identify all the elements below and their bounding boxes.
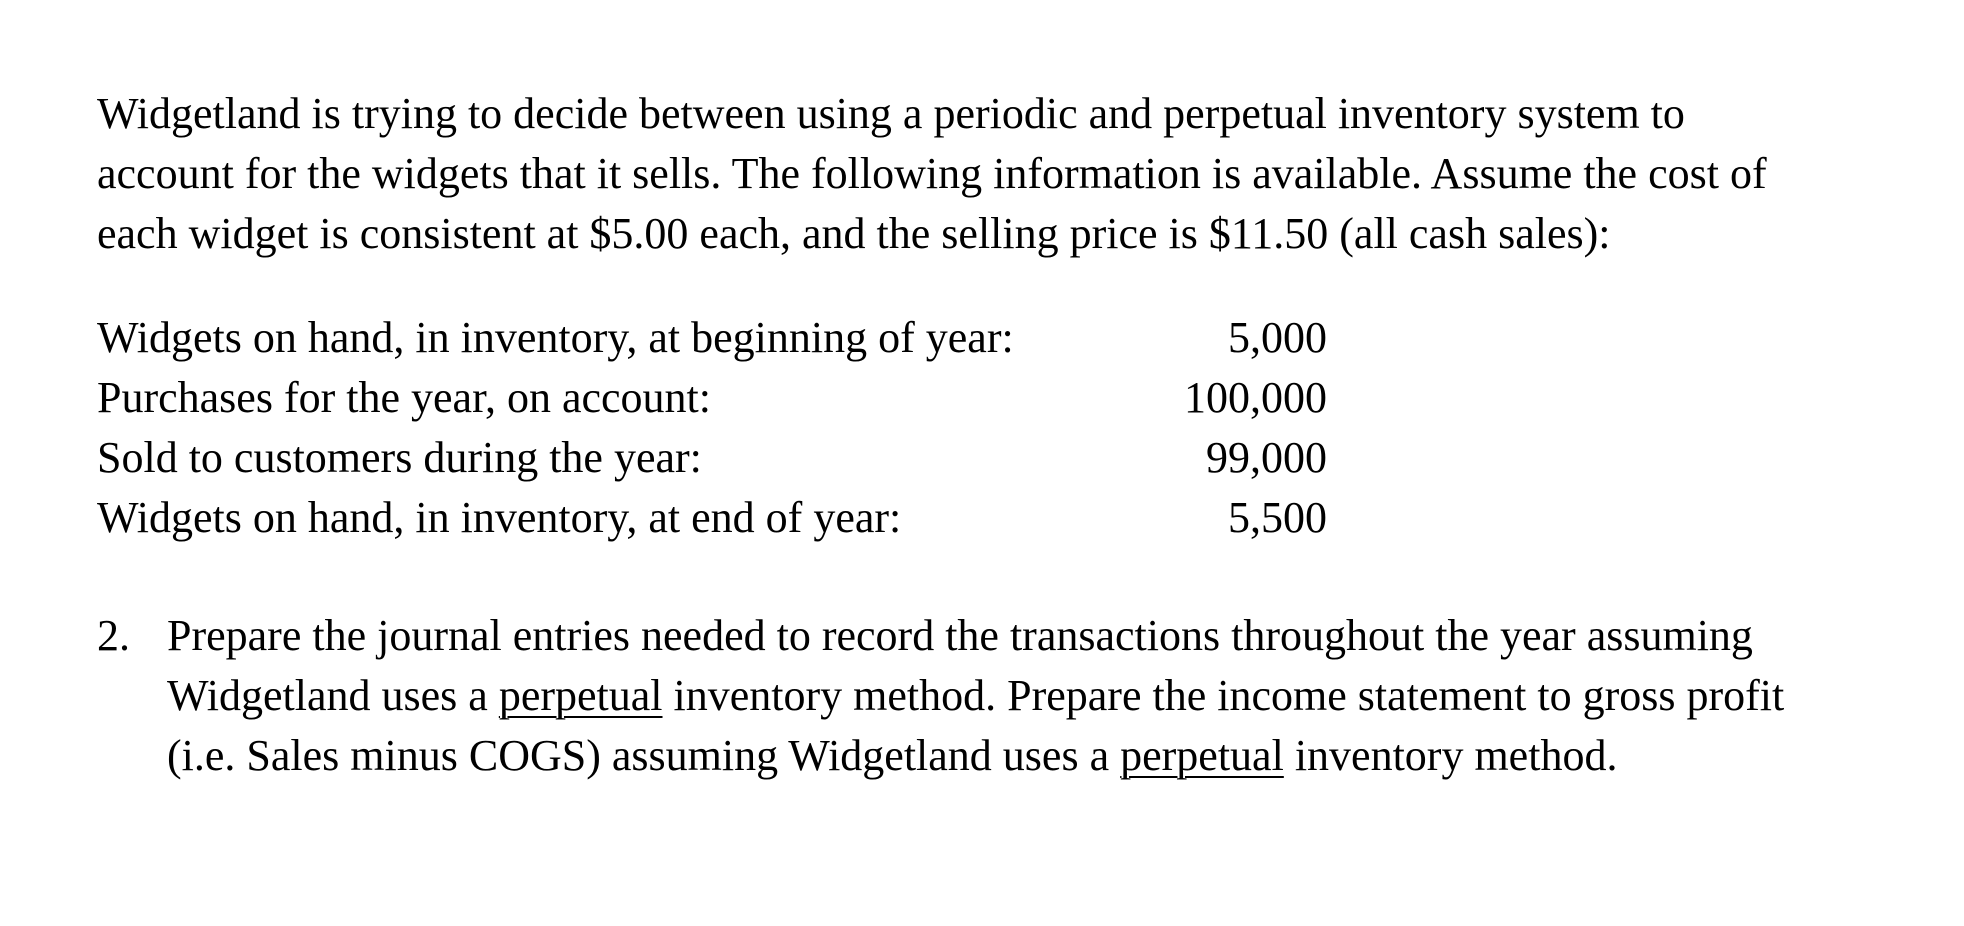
question-number: 2. (97, 611, 130, 660)
question-text (167, 606, 1927, 786)
question-line-2 (167, 666, 1927, 726)
row-label: Widgets on hand, in inventory, at beginning of year: (97, 313, 1014, 362)
intro-line: account for the widgets that it sells. The following information is available. Assume the cost of (97, 149, 1767, 198)
table-row (97, 488, 1327, 548)
intro-paragraph (97, 84, 1897, 264)
underlined-term: perpetual (498, 671, 663, 720)
row-label: Widgets on hand, in inventory, at end of year: (97, 493, 902, 542)
text-segment: inventory method. (1283, 731, 1618, 780)
row-value: 5,000 (1228, 313, 1327, 362)
table-row (97, 368, 1327, 428)
row-label: Purchases for the year, on account: (97, 373, 712, 422)
question-line-3 (167, 726, 1927, 786)
row-value: 100,000 (1184, 373, 1327, 422)
underlined-term: perpetual (1120, 731, 1284, 780)
intro-line: each widget is consistent at $5.00 each, and the selling price is $11.50 (all cash sales): (97, 209, 1611, 258)
text-segment: Widgetland uses a (167, 671, 499, 720)
row-value: 99,000 (1206, 433, 1327, 482)
table-row (97, 308, 1327, 368)
table-row (97, 428, 1327, 488)
text-segment: (i.e. Sales minus COGS) assuming Widgetland uses a (167, 731, 1121, 780)
intro-line: Widgetland is trying to decide between using a periodic and perpetual inventory system to (97, 89, 1685, 138)
question-line-1: Prepare the journal entries needed to record the transactions throughout the year assuming (167, 611, 1753, 660)
row-label: Sold to customers during the year: (97, 433, 702, 482)
row-value: 5,500 (1228, 493, 1327, 542)
text-segment: inventory method. Prepare the income statement to gross profit (662, 671, 1785, 720)
inventory-data-table (97, 308, 1327, 548)
